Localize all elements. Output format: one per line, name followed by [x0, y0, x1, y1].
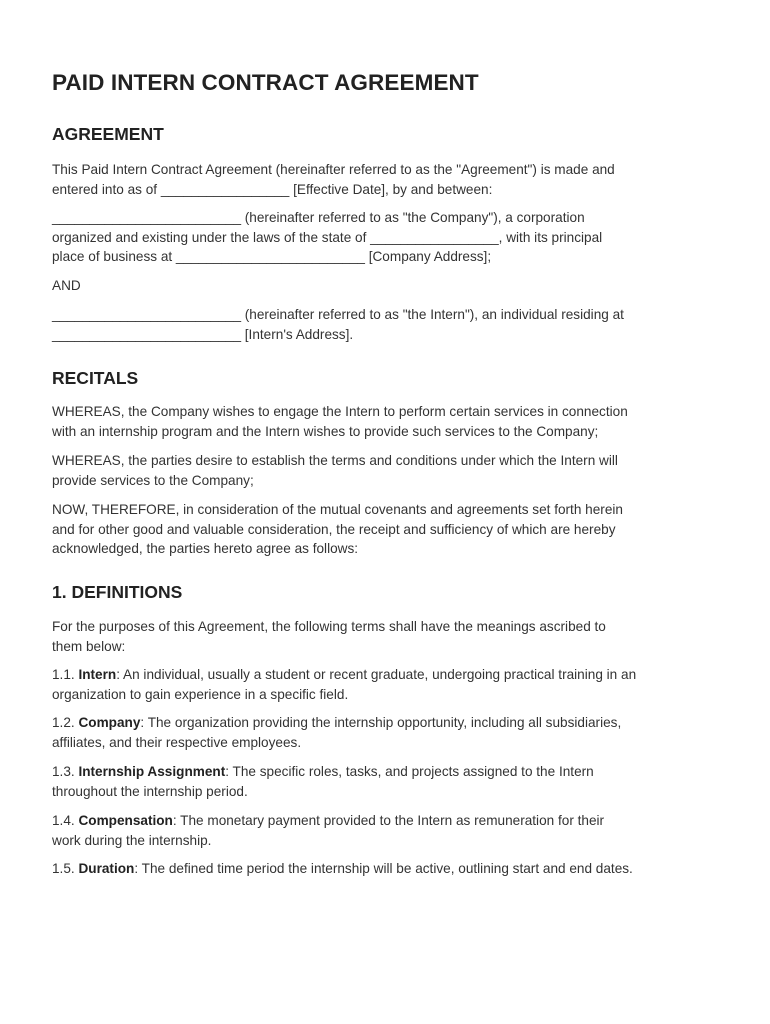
definition-number: 1.2.	[52, 715, 79, 730]
text-line: _________________________ [Intern's Address].	[52, 326, 354, 342]
definition-line	[52, 713, 621, 733]
text-line: _________________________ (hereinafter referred to as "the Company"), a corporation	[52, 210, 585, 225]
definitions-intro	[52, 617, 606, 656]
text-line: entered into as of _________________ [Effective Date], by and between:	[52, 181, 493, 197]
definition-item	[52, 859, 633, 879]
intern-party-paragraph	[52, 305, 624, 344]
text-line: organized and existing under the laws of the state of _________________, with its principal	[52, 229, 603, 245]
definition-item	[52, 713, 621, 752]
text-line: AND	[52, 278, 81, 293]
recital-whereas-2	[52, 451, 618, 490]
definition-item	[52, 811, 604, 850]
definition-term: Company	[78, 715, 141, 730]
text-line: place of business at _________________________ [Company Address];	[52, 249, 492, 264]
definition-text: : The organization providing the internship opportunity, including all subsidiaries,	[140, 715, 622, 730]
definition-text: : The monetary payment provided to the Intern as remuneration for their	[172, 813, 605, 828]
definition-text: : The defined time period the internship will be active, outlining start and end dates.	[134, 861, 633, 876]
text-line: provide services to the Company;	[52, 472, 254, 488]
agreement-heading: AGREEMENT	[52, 124, 164, 144]
text-line: acknowledged, the parties hereto agree as follows:	[52, 541, 359, 556]
recital-now-therefore	[52, 500, 623, 559]
definition-item	[52, 762, 594, 801]
document-title: PAID INTERN CONTRACT AGREEMENT	[52, 70, 479, 95]
text-line: _________________________ (hereinafter referred to as "the Intern"), an individual residing at	[52, 307, 624, 322]
definition-term: Intern	[78, 667, 117, 682]
definition-text: : The specific roles, tasks, and projects assigned to the Intern	[225, 764, 594, 779]
definition-term: Compensation	[78, 813, 173, 828]
definition-line	[52, 665, 636, 685]
text-line: WHEREAS, the Company wishes to engage the Intern to perform certain services in connection	[52, 404, 628, 419]
definition-term: Duration	[78, 861, 135, 876]
definition-line	[52, 811, 604, 831]
text-line: and for other good and valuable consideration, the receipt and sufficiency of which are hereby	[52, 521, 616, 537]
definition-number: 1.5.	[52, 861, 79, 876]
recitals-heading: RECITALS	[52, 368, 139, 388]
definition-text-continued: work during the internship.	[52, 832, 212, 848]
definition-text-continued: throughout the internship period.	[52, 783, 248, 799]
and-paragraph	[52, 276, 81, 296]
text-line: with an internship program and the Intern wishes to provide such services to the Company;	[52, 423, 599, 439]
text-line: them below:	[52, 638, 126, 654]
agreement-intro-paragraph	[52, 160, 615, 199]
recital-whereas-1	[52, 402, 628, 441]
definition-line	[52, 859, 633, 879]
company-party-paragraph	[52, 208, 602, 267]
definition-term: Internship Assignment	[78, 764, 226, 779]
definition-text: : An individual, usually a student or recent graduate, undergoing practical training in an	[116, 667, 637, 682]
definition-number: 1.3.	[52, 764, 79, 779]
definition-number: 1.4.	[52, 813, 79, 828]
text-line: NOW, THEREFORE, in consideration of the mutual covenants and agreements set forth herein	[52, 502, 623, 517]
definition-text-continued: affiliates, and their respective employees.	[52, 734, 302, 750]
definitions-heading: 1. DEFINITIONS	[52, 582, 183, 602]
definition-number: 1.1.	[52, 667, 79, 682]
definition-text-continued: organization to gain experience in a specific field.	[52, 686, 349, 702]
definition-item	[52, 665, 636, 704]
text-line: For the purposes of this Agreement, the following terms shall have the meanings ascribed to	[52, 619, 606, 634]
definition-line	[52, 762, 594, 782]
text-line: This Paid Intern Contract Agreement (hereinafter referred to as the "Agreement") is made and	[52, 162, 615, 177]
text-line: WHEREAS, the parties desire to establish the terms and conditions under which the Intern will	[52, 453, 618, 468]
